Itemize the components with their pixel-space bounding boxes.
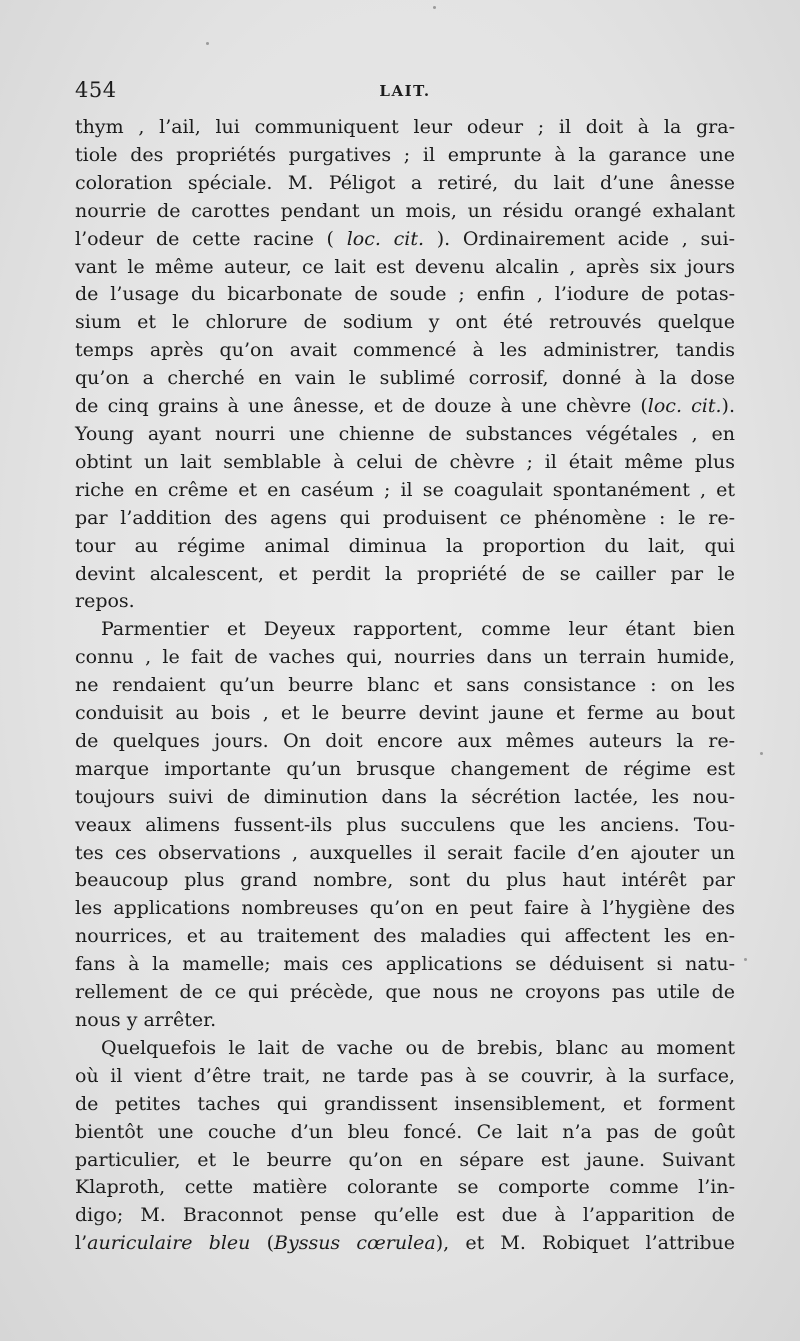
paragraph-2 <box>75 616 735 1035</box>
text-line: tour au régime animal diminua la proportion du lait, qui <box>75 534 735 557</box>
text-line: tes ces observations , auxquelles il serait facile d’en ajouter un <box>75 841 735 864</box>
text-line: de quelques jours. On doit encore aux mêmes auteurs la re- <box>75 729 735 752</box>
text-line: bientôt une couche d’un bleu foncé. Ce lait n’a pas de goût <box>75 1120 735 1143</box>
paper-speck <box>206 42 209 45</box>
text-line: coloration spéciale. M. Péligot a retiré, du lait d’une ânesse <box>75 171 735 194</box>
text-line: Quelquefois le lait de vache ou de brebis, blanc au moment <box>101 1036 735 1059</box>
body-text <box>75 114 735 1258</box>
text-line: connu , le fait de vaches qui, nourries dans un terrain humide, <box>75 646 735 669</box>
text-line: ne rendaient qu’un beurre blanc et sans consistance : on les <box>75 674 735 697</box>
text-line: qu’on a cherché en vain le sublimé corrosif, donné à la dose <box>75 367 735 390</box>
text-line: tiole des propriétés purgatives ; il emprunte à la garance une <box>75 143 735 166</box>
text-line: devint alcalescent, et perdit la propriété de se cailler par le <box>75 562 735 585</box>
text-line: veaux alimens fussent-ils plus succulens que les anciens. Tou- <box>75 813 735 836</box>
running-title: LAIT. <box>379 82 431 100</box>
text-line: thym , l’ail, lui communiquent leur odeur ; il doit à la gra- <box>75 116 735 138</box>
text-line: nous y arrêter. <box>75 1009 217 1031</box>
text-line: obtint un lait semblable à celui de chèvre ; il était même plus <box>75 450 735 473</box>
text-line: sium et le chlorure de sodium y ont été retrouvés quelque <box>75 311 735 334</box>
paragraph-3 <box>75 1035 735 1258</box>
text-line: temps après qu’on avait commencé à les administrer, tandis <box>75 339 735 362</box>
text-line: nourrie de carottes pendant un mois, un résidu orangé exhalant <box>75 199 735 222</box>
paper-speck <box>744 958 747 961</box>
text-line: Young ayant nourri une chienne de substances végétales , en <box>75 422 735 445</box>
text-line: rellement de ce qui précède, que nous ne croyons pas utile de <box>75 981 735 1004</box>
text-line: par l’addition des agens qui produisent ce phénomène : le re- <box>75 506 735 529</box>
text-line: conduisit au bois , et le beurre devint jaune et ferme au bout <box>75 702 735 725</box>
text-line: digo; M. Braconnot pense qu’elle est due à l’apparition de <box>75 1204 735 1227</box>
page-header <box>75 78 735 104</box>
text-line: particulier, et le beurre qu’on en sépare est jaune. Suivant <box>75 1148 735 1171</box>
page-number: 454 <box>75 78 117 102</box>
text-line: toujours suivi de diminution dans la sécrétion lactée, les nou- <box>75 785 735 808</box>
paper-speck <box>433 6 436 9</box>
text-line: les applications nombreuses qu’on en peut faire à l’hygiène des <box>75 897 735 920</box>
text-line: repos. <box>75 590 135 613</box>
paper-speck <box>760 752 763 755</box>
text-line: beaucoup plus grand nombre, sont du plus haut intérêt par <box>75 869 735 892</box>
text-line: nourrices, et au traitement des maladies qui affectent les en- <box>75 925 735 948</box>
text-line: Klaproth, cette matière colorante se comporte comme l’in- <box>75 1176 735 1199</box>
text-line: l’auriculaire bleu (Byssus cœrulea), et M. Robiquet l’attribue <box>75 1232 736 1255</box>
text-line: de l’usage du bicarbonate de soude ; enfin , l’iodure de potas- <box>75 283 735 306</box>
text-line: riche en crême et en caséum ; il se coagulait spontanément , et <box>75 478 735 501</box>
text-line: l’odeur de cette racine ( loc. cit. ). Ordinairement acide , sui- <box>75 227 735 250</box>
text-line: fans à la mamelle; mais ces applications se déduisent si natu- <box>75 953 735 976</box>
text-line: Parmentier et Deyeux rapportent, comme leur étant bien <box>101 618 735 641</box>
text-line: vant le même auteur, ce lait est devenu alcalin , après six jours <box>75 255 735 278</box>
text-line: de cinq grains à une ânesse, et de douze à une chèvre (loc. cit.). <box>75 395 735 418</box>
paragraph-1 <box>75 114 735 616</box>
text-line: où il vient d’être trait, ne tarde pas à se couvrir, à la surface, <box>75 1064 735 1087</box>
text-line: de petites taches qui grandissent insensiblement, et forment <box>75 1092 735 1115</box>
text-line: marque importante qu’un brusque changement de régime est <box>75 757 735 780</box>
